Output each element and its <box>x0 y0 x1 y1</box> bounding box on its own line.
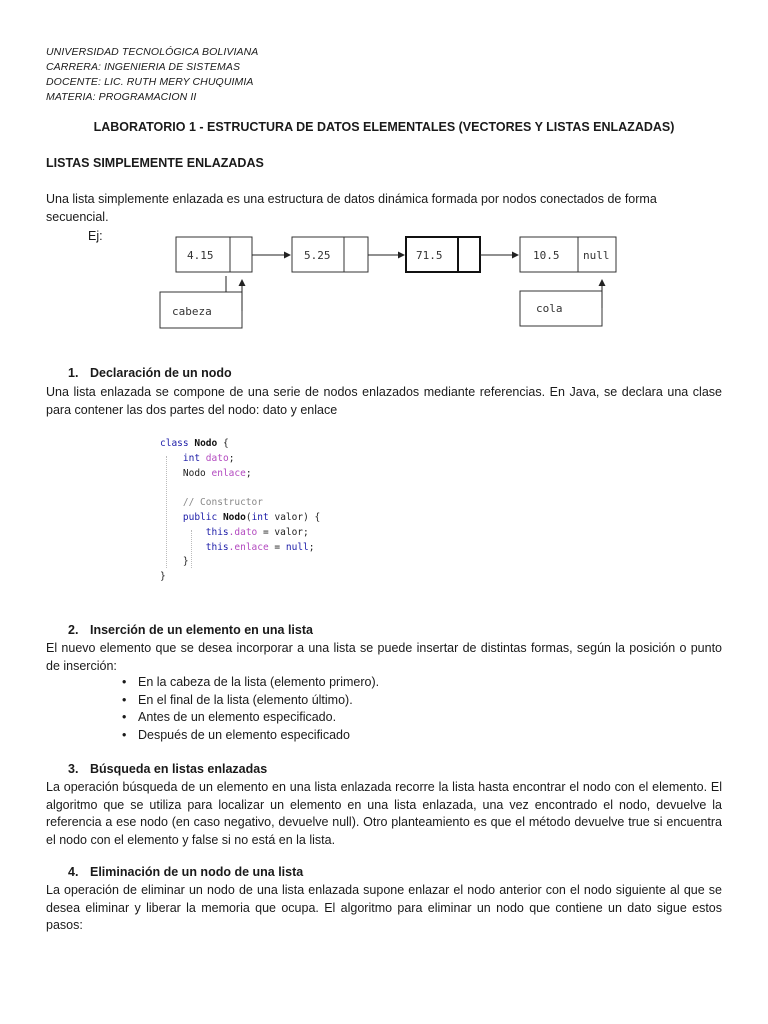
list-item: • En la cabeza de la lista (elemento primero). <box>122 674 379 692</box>
section-4-heading <box>68 865 303 879</box>
section-title: LISTAS SIMPLEMENTE ENLAZADAS <box>46 156 264 170</box>
example-label: Ej: <box>88 229 103 243</box>
list-node <box>176 237 252 272</box>
document-title: LABORATORIO 1 - ESTRUCTURA DE DATOS ELEMENTALES (VECTORES Y LISTAS ENLAZADAS) <box>93 120 675 134</box>
section-heading-text: Inserción de un elemento en una lista <box>90 623 313 637</box>
tail-label: cola <box>536 302 563 315</box>
list-item: • Antes de un elemento especificado. <box>122 709 379 727</box>
insertion-list <box>122 674 379 745</box>
list-item: • Después de un elemento especificado <box>122 727 379 745</box>
node-value: 10.5 <box>533 249 560 262</box>
section-3-body: La operación búsqueda de un elemento en una lista enlazada recorre la lista hasta encontrar el nodo con el elemento. El algoritmo que se utiliza para localizar un elemento en una lista enlazada, una vez encontrado el nodo, devuelve la referencia a ese nodo (en caso negativo, devuelve null). Otro planteamiento es que el método devuelve true si encuentra el nodo con el elemento y false si no está en la lista. <box>46 780 722 847</box>
section-number: 4. <box>68 865 79 879</box>
node-value: 5.25 <box>304 249 331 262</box>
section-4-body: La operación de eliminar un nodo de una lista enlazada supone enlazar el nodo anterior con el nodo siguiente al que se desea eliminar y liberar la memoria que ocupa. El algoritmo para eliminar un nodo que contiene un dato sigue estos pasos: <box>46 883 722 932</box>
section-heading-text: Declaración de un nodo <box>90 366 232 380</box>
node-value: 4.15 <box>187 249 214 262</box>
section-number: 3. <box>68 762 79 776</box>
section-2-body: El nuevo elemento que se desea incorporar a una lista se puede insertar de distintas formas, según la posición o punto de inserción: <box>46 641 722 673</box>
section-1-heading <box>68 366 232 380</box>
header-teacher: DOCENTE: LIC. RUTH MERY CHUQUIMIA <box>46 76 254 88</box>
section-heading-text: Eliminación de un nodo de una lista <box>90 865 304 879</box>
list-item: • En el final de la lista (elemento último). <box>122 692 379 710</box>
linked-list-diagram <box>150 228 630 338</box>
list-node <box>292 237 368 272</box>
section-number: 2. <box>68 623 79 637</box>
null-link: null <box>583 249 610 262</box>
header-subject: MATERIA: PROGRAMACION II <box>46 91 197 103</box>
tail-pointer <box>520 291 602 326</box>
list-node <box>520 237 616 272</box>
header-university: UNIVERSIDAD TECNOLÓGICA BOLIVIANA <box>46 46 259 58</box>
head-pointer <box>160 276 242 328</box>
node-value: 71.5 <box>416 249 443 262</box>
code-listing: class Nodo { int dato; Nodo enlace; // Constructor public Nodo(int valor) { this.dato = valor; this.enlace = null; } } <box>160 438 321 583</box>
header-career: CARRERA: INGENIERIA DE SISTEMAS <box>46 61 241 73</box>
section-1-body: Una lista enlazada se compone de una serie de nodos enlazados mediante referencias. En Java, se declara una clase para contener las dos partes del nodo: dato y enlace <box>46 385 722 417</box>
section-heading-text: Búsqueda en listas enlazadas <box>90 762 268 776</box>
intro-paragraph: Una lista simplemente enlazada es una estructura de datos dinámica formada por nodos conectados de forma secuencial. <box>46 192 657 224</box>
list-node <box>406 237 480 272</box>
section-number: 1. <box>68 366 79 380</box>
section-2-heading <box>68 623 313 637</box>
section-3-heading <box>68 762 267 776</box>
head-label: cabeza <box>172 305 212 318</box>
